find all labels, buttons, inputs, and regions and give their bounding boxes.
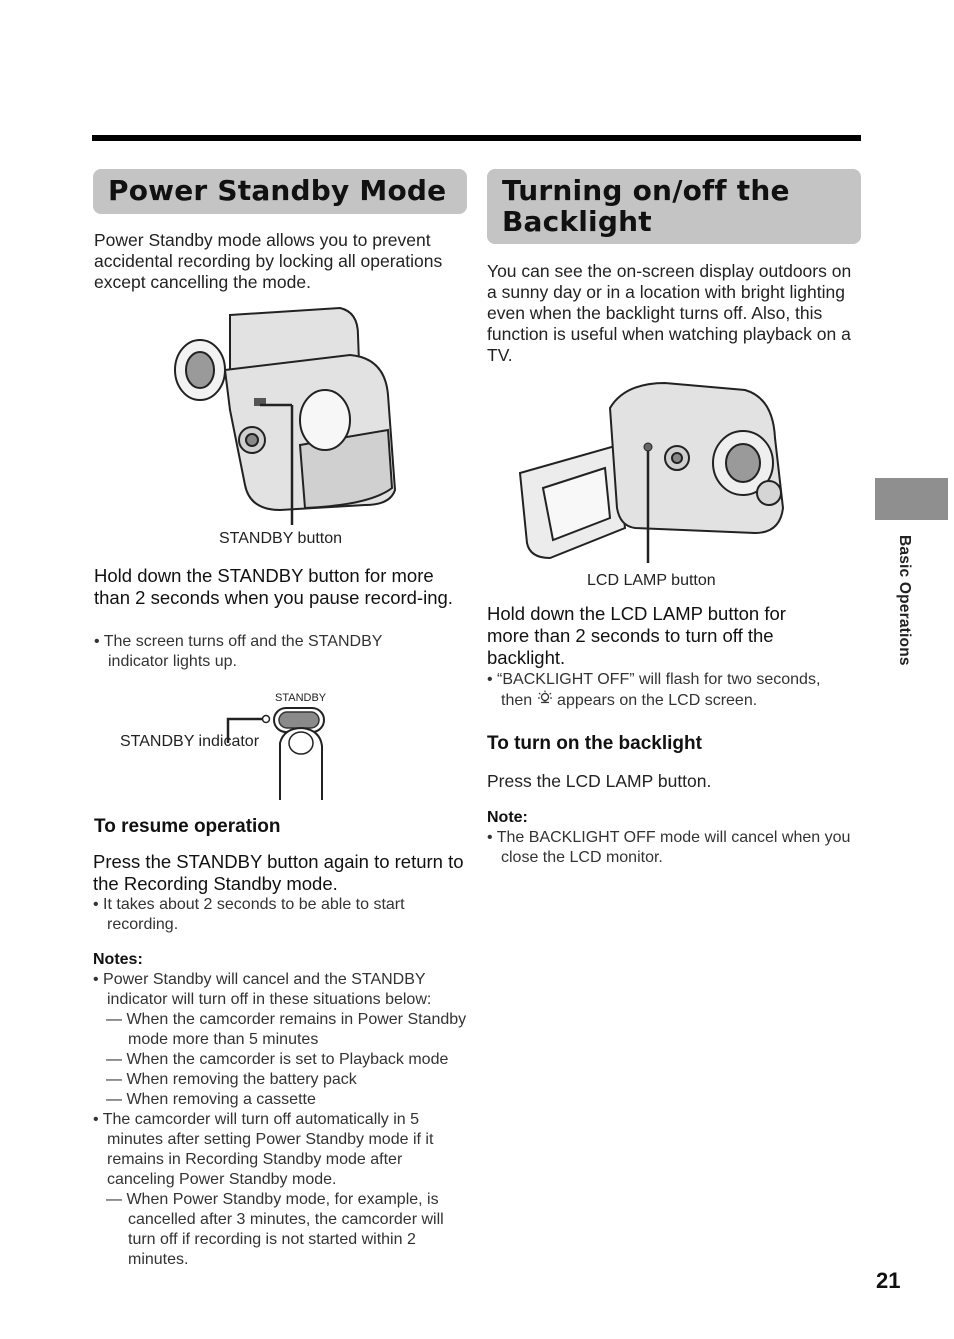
notes-heading: Notes: <box>93 951 143 968</box>
lcd-lamp-button-caption: LCD LAMP button <box>587 572 716 589</box>
standby-button-caption: STANDBY button <box>219 530 343 547</box>
section-header-power-standby <box>93 169 467 214</box>
intro-text: Power Standby mode allows you to prevent accidental recording by locking all operations except cancelling the mode. <box>94 230 443 292</box>
note-subitem: — When removing the battery pack <box>106 1071 357 1088</box>
turn-on-heading: To turn on the backlight <box>487 733 702 754</box>
note-heading: Note: <box>487 809 528 826</box>
resume-instruction: Press the STANDBY button again to return to the Recording Standby mode. <box>93 851 464 894</box>
note-subitem: — When the camcorder is set to Playback mode <box>106 1051 449 1068</box>
section-title-line2: Backlight <box>502 205 652 238</box>
note-item: • Power Standby will cancel and the STANDBY indicator will turn off in these situations below: <box>93 971 432 1008</box>
standby-button-label: STANDBY <box>275 692 327 704</box>
section-title-line1: Turning on/off the <box>502 174 790 207</box>
backlight-bullet <box>487 670 862 712</box>
top-rule <box>92 135 861 141</box>
section-side-label: Basic Operations <box>896 535 913 666</box>
backlight-bullet-line1: • “BACKLIGHT OFF” will flash for two seconds, <box>487 671 821 688</box>
note-item: • The camcorder will turn off automatically in 5 minutes after setting Power Standby mode if it remains in Recording Standby mode after canceling Power Standby mode. <box>93 1111 434 1188</box>
section-title: Power Standby Mode <box>108 174 447 207</box>
camcorder-lcd-illustration <box>515 378 805 563</box>
backlight-bullet-line2: then appears on the LCD screen. <box>487 690 862 712</box>
standby-indicator-caption: STANDBY indicator <box>120 733 260 750</box>
backlight-instruction: Hold down the LCD LAMP button for more than 2 seconds to turn off the backlight. <box>487 603 786 668</box>
section-header-backlight <box>487 169 861 244</box>
standby-instruction: Hold down the STANDBY button for more than 2 seconds when you pause record-ing. <box>94 565 453 608</box>
notes-list <box>93 970 469 1270</box>
section-tab-marker <box>875 478 948 520</box>
note-bullet: • The BACKLIGHT OFF mode will cancel when you close the LCD monitor. <box>487 829 851 866</box>
resume-heading: To resume operation <box>94 816 281 837</box>
resume-bullet: • It takes about 2 seconds to be able to start recording. <box>93 896 405 933</box>
backlight-intro: You can see the on-screen display outdoors on a sunny day or in a location with bright lighting even when the backlight turns off. Also, this function is useful when watching playback on a TV. <box>487 261 852 365</box>
standby-bullet: • The screen turns off and the STANDBY indicator lights up. <box>94 633 383 670</box>
note-subitem: — When the camcorder remains in Power Standby mode more than 5 minutes <box>106 1011 467 1048</box>
note-subitem: — When Power Standby mode, for example, is cancelled after 3 minutes, the camcorder will turn off if recording is not started within 2 minutes. <box>106 1191 444 1268</box>
turn-on-instruction: Press the LCD LAMP button. <box>487 771 712 791</box>
camcorder-illustration <box>170 300 410 530</box>
backlight-off-icon <box>537 690 553 712</box>
page-number: 21 <box>876 1268 901 1293</box>
note-subitem: — When removing a cassette <box>106 1091 316 1108</box>
